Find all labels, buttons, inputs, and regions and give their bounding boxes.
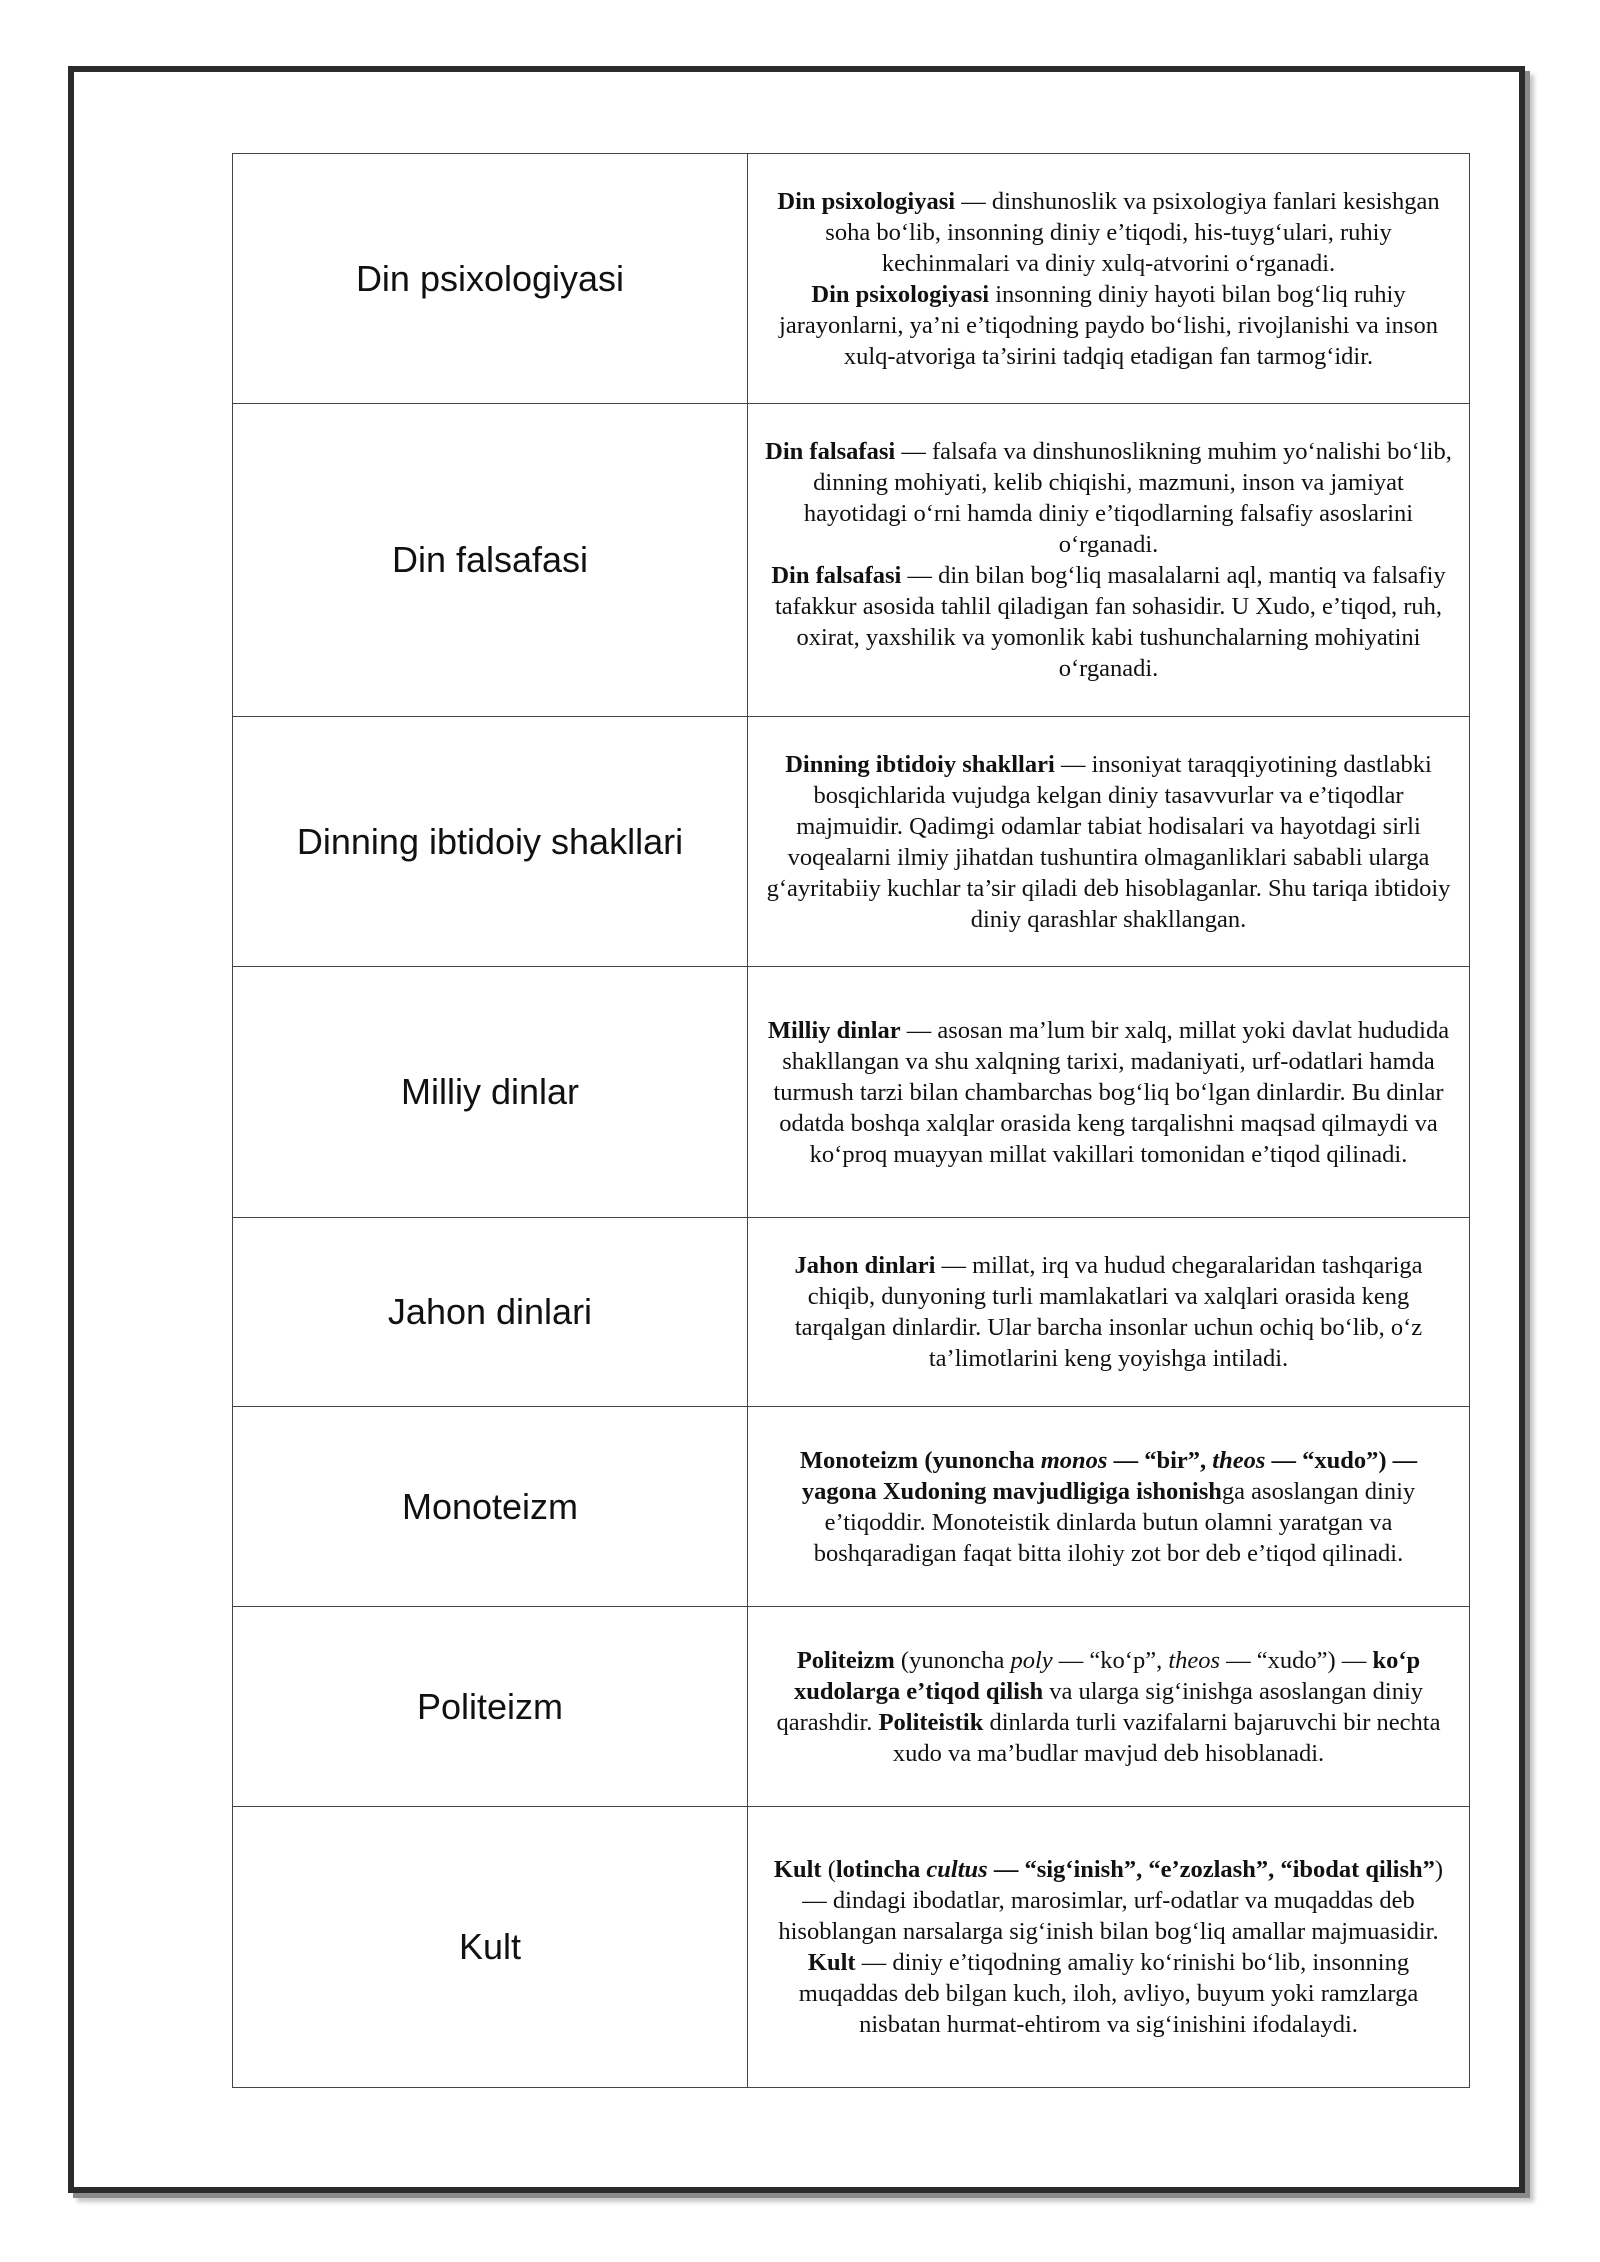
italic-word: cultus (926, 1856, 988, 1883)
bold-term: Kult (807, 1949, 856, 1976)
definition-paragraph (762, 1645, 1455, 1769)
definition-text: — “xudo”) — (1220, 1646, 1373, 1674)
definition-text: ( (821, 1856, 836, 1883)
definition-cell (748, 967, 1470, 1218)
definition-text: ga asoslangan diniy e’tiqoddir. Monoteistik dinlarda butun olamni yaratgan va boshqaradigan faqat bitta ilohiy zot bor deb e’tiqod qilinadi. (813, 1477, 1416, 1567)
term-cell: Jahon dinlari (233, 1218, 748, 1407)
bold-term: Din psixologiyasi (811, 280, 990, 308)
definition-text: ) — dindagi ibodatlar, marosimlar, urf-odatlar va muqaddas deb hisoblangan narsalarga sig‘inish bilan bog‘liq amallar majmuasidir. (778, 1856, 1444, 1945)
bold-term: ko‘p xudolarga e’tiqod qilish (793, 1646, 1421, 1705)
italic-word: monos (1040, 1446, 1108, 1474)
term-cell: Dinning ibtidoiy shakllari (233, 717, 748, 967)
bold-term: — “xudo”) — yagona Xudoning mavjudligiga ishonish (801, 1446, 1418, 1505)
definition-text: — diniy e’tiqodning amaliy ko‘rinishi bo‘lib, insonning muqaddas deb bilgan kuch, iloh, avliyo, buyum yoki ramzlarga nisbatan hurmat-ehtirom va sig‘inishini ifodalaydi. (798, 1949, 1419, 2038)
bold-term: Politeistik (878, 1708, 984, 1736)
definition-text: va ularga sig‘inishga asoslangan diniy qarashdir. (776, 1677, 1424, 1736)
definition-text: — dinshunoslik va psixologiya fanlari kesishgan soha bo‘lib, insonning diniy e’tiqodi, his-tuyg‘ulari, ruhiy kechinmalari va diniy xulq-atvorini o‘rganadi. (825, 187, 1440, 277)
definition-paragraph (762, 1947, 1455, 2040)
definition-paragraph (762, 279, 1455, 372)
term-cell: Din falsafasi (233, 404, 748, 717)
bold-term: Monoteizm (yunoncha (799, 1446, 1041, 1474)
bold-term: Din falsafasi (765, 438, 896, 465)
definition-paragraph (762, 560, 1455, 684)
definition-cell (748, 1218, 1470, 1407)
term-cell: Monoteizm (233, 1407, 748, 1607)
bold-term: Dinning ibtidoiy shakllari (785, 750, 1055, 778)
bold-term: lotincha (835, 1856, 927, 1883)
table-row (233, 1407, 1470, 1607)
bold-term: Jahon dinlari (794, 1252, 936, 1279)
bold-term: — “bir”, (1107, 1446, 1213, 1474)
definition-text: insonning diniy hayoti bilan bog‘liq ruhiy jarayonlarni, ya’ni e’tiqodning paydo bo‘lishi, rivojlanishi va inson xulq-atvoriga ta’sirini tadqiq etadigan fan tarmog‘idir. (779, 280, 1438, 370)
table-row (233, 717, 1470, 967)
definition-cell (748, 1807, 1470, 2088)
term-cell: Kult (233, 1807, 748, 2088)
term-cell: Politeizm (233, 1607, 748, 1807)
definition-text: — “ko‘p”, (1052, 1646, 1169, 1674)
definition-paragraph (762, 1445, 1455, 1569)
bold-term: Din falsafasi (771, 562, 902, 589)
definition-paragraph (762, 1015, 1455, 1170)
table-row (233, 967, 1470, 1218)
definition-text: dinlarda turli vazifalarni bajaruvchi bir nechta xudo va ma’budlar mavjud deb hisoblanadi. (892, 1708, 1441, 1767)
term-cell: Milliy dinlar (233, 967, 748, 1218)
term-cell: Din psixologiyasi (233, 154, 748, 404)
bold-term: Milliy dinlar (767, 1016, 901, 1044)
definition-paragraph (762, 186, 1455, 279)
table-row (233, 1807, 1470, 2088)
definition-text: — din bilan bog‘liq masalalarni aql, mantiq va falsafiy tafakkur asosida tahlil qiladigan fan sohasidir. U Xudo, e’tiqod, ruh, oxirat, yaxshilik va yomonlik kabi tushunchalarning mohiyatini o‘rganadi. (774, 562, 1446, 682)
italic-word: poly (1010, 1646, 1053, 1674)
table-row (233, 1607, 1470, 1807)
definition-paragraph (762, 1250, 1455, 1374)
definition-cell (748, 404, 1470, 717)
table-row (233, 404, 1470, 717)
definition-paragraph (762, 749, 1455, 935)
definition-text: — insoniyat taraqqiyotining dastlabki bosqichlarida vujudga kelgan diniy tasavvurlar va e’tiqodlar majmuidir. Qadimgi odamlar tabiat hodisalari va hayotdagi sirli voqealarni ilmiy jihatdan tushuntira olmaganliklari sababli ularga g‘ayritabiiy kuchlar ta’sir qiladi deb hisoblaganlar. Shu tariqa ibtidoiy diniy qarashlar shakllangan. (766, 750, 1451, 933)
definition-cell (748, 717, 1470, 967)
definition-cell (748, 1607, 1470, 1807)
bold-term: Din psixologiyasi (777, 187, 956, 215)
table-row (233, 154, 1470, 404)
definition-text: (yunoncha (894, 1646, 1011, 1674)
italic-word: theos (1168, 1646, 1221, 1674)
definition-cell (748, 154, 1470, 404)
bold-term: — “sig‘inish”, “e’zozlash”, “ibodat qilish” (987, 1856, 1435, 1883)
bold-term: Politeizm (796, 1646, 895, 1674)
definition-cell (748, 1407, 1470, 1607)
definition-paragraph (762, 436, 1455, 560)
definition-text: — falsafa va dinshunoslikning muhim yo‘nalishi bo‘lib, dinning mohiyati, kelib chiqishi, mazmuni, inson va jamiyat hayotidagi o‘rni hamda diniy e’tiqodlarning falsafiy asoslarini o‘rganadi. (803, 438, 1452, 558)
glossary-table (232, 153, 1470, 2088)
definition-text: — asosan ma’lum bir xalq, millat yoki davlat hududida shakllangan va shu xalqning tarixi, madaniyati, urf-odatlari hamda turmush tarzi bilan chambarchas bog‘liq bo‘lgan dinlardir. Bu dinlar odatda boshqa xalqlar orasida keng tarqalishni maqsad qilmaydi va ko‘proq muayyan millat vakillari tomonidan e’tiqod qilinadi. (773, 1016, 1450, 1168)
definition-text: — millat, irq va hudud chegaralaridan tashqariga chiqib, dunyoning turli mamlakatlari va xalqlari orasida keng tarqalgan dinlardir. Ular barcha insonlar uchun ochiq bo‘lib, o‘z ta’limotlarini keng yoyishga intiladi. (794, 1252, 1423, 1372)
definition-paragraph (762, 1854, 1455, 1947)
bold-term: Kult (773, 1856, 822, 1883)
table-row (233, 1218, 1470, 1407)
italic-word: theos (1212, 1446, 1266, 1474)
